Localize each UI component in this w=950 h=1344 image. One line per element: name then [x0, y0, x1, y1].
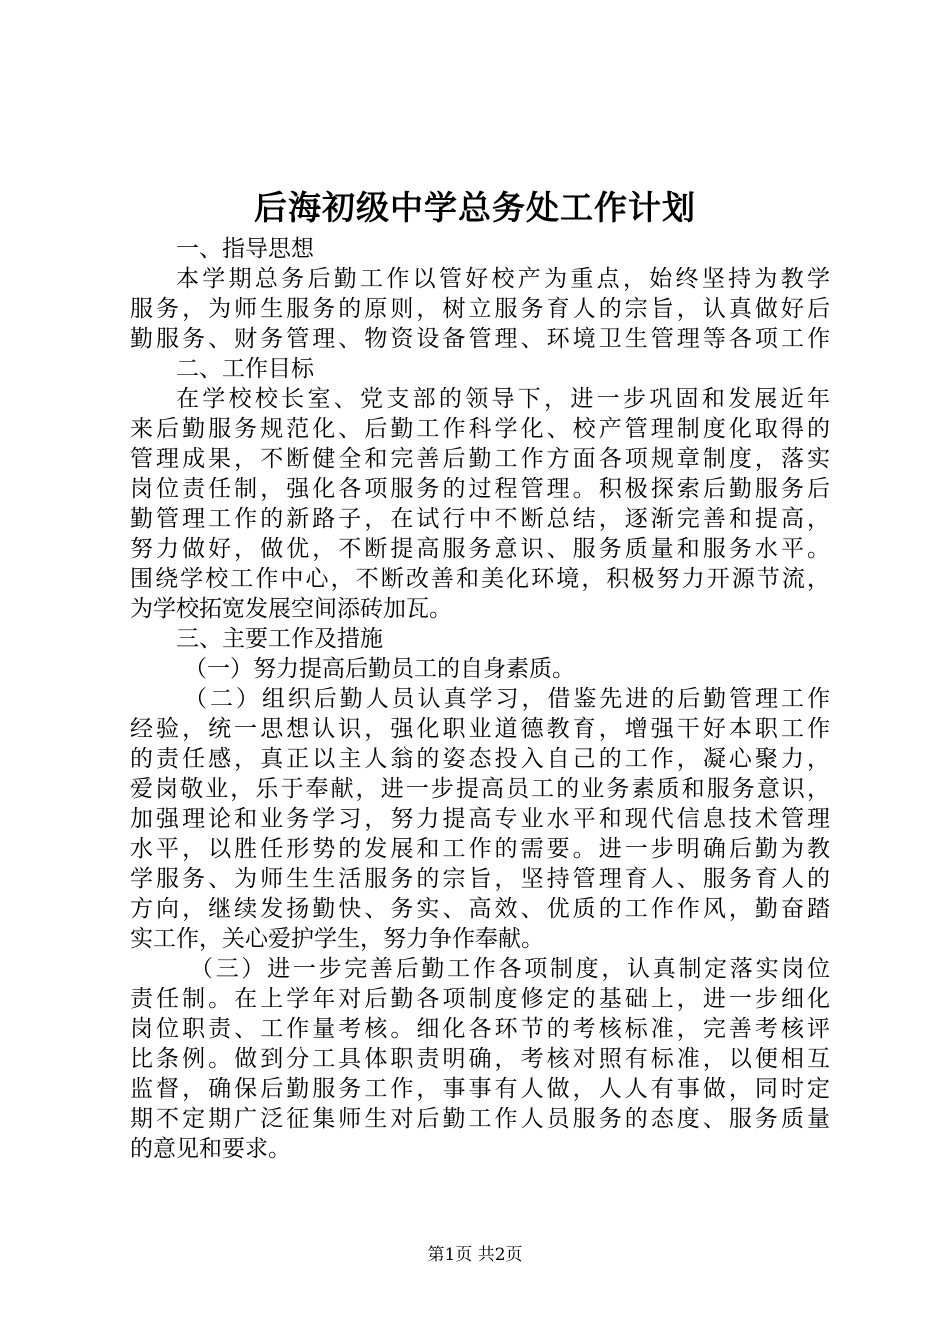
document-body [130, 234, 830, 1164]
paragraph-line: 围绕学校工作中心，不断改善和美化环境，积极努力开源节流， [130, 566, 830, 592]
paragraph-line: 勤管理工作的新路子，在试行中不断总结，逐渐完善和提高， [130, 506, 830, 532]
paragraph-line: 在学校校长室、党支部的领导下，进一步巩固和发展近年 [176, 386, 830, 412]
paragraph-line: 水平，以胜任形势的发展和工作的需要。进一步明确后勤为教 [130, 836, 830, 862]
paragraph-line: 本学期总务后勤工作以管好校产为重点，始终坚持为教学 [176, 266, 830, 292]
paragraph-line: 为学校拓宽发展空间添砖加瓦。 [130, 596, 452, 622]
paragraph-line: 服务，为师生服务的原则，树立服务育人的宗旨，认真做好后 [130, 296, 830, 322]
paragraph-line: 期不定期广泛征集师生对后勤工作人员服务的态度、服务质量 [130, 1106, 830, 1132]
paragraph-line: 学服务、为师生生活服务的宗旨，坚持管理育人、服务育人的 [130, 866, 830, 892]
paragraph-line: 努力做好，做优，不断提高服务意识、服务质量和服务水平。 [130, 536, 830, 562]
paragraph-line: 责任制。在上学年对后勤各项制度修定的基础上，进一步细化 [130, 986, 830, 1012]
section-heading: 三、主要工作及措施 [176, 626, 383, 652]
paragraph-line: 来后勤服务规范化、后勤工作科学化、校产管理制度化取得的 [130, 416, 830, 442]
paragraph-line: （二）组织后勤人员认真学习，借鉴先进的后勤管理工作 [184, 686, 830, 712]
paragraph-line: 加强理论和业务学习，努力提高专业水平和现代信息技术管理 [130, 806, 830, 832]
paragraph-line: 岗位职责、工作量考核。细化各环节的考核标准，完善考核评 [130, 1016, 830, 1042]
document-title: 后海初级中学总务处工作计划 [254, 188, 696, 227]
page-indicator: 第1页 共2页 [427, 1245, 523, 1265]
section-heading: 二、工作目标 [176, 356, 314, 382]
paragraph-line: 比条例。做到分工具体职责明确，考核对照有标准，以便相互 [130, 1046, 830, 1072]
paragraph-line: 的责任感，真正以主人翁的姿态投入自己的工作，凝心聚力， [130, 746, 830, 772]
paragraph-line: 的意见和要求。 [130, 1136, 291, 1162]
paragraph-line: 爱岗敬业，乐于奉献，进一步提高员工的业务素质和服务意识， [130, 776, 830, 802]
paragraph-line: 经验，统一思想认识，强化职业道德教育，增强干好本职工作 [130, 716, 830, 742]
paragraph-line: 管理成果，不断健全和完善后勤工作方面各项规章制度，落实 [130, 446, 830, 472]
subsection-heading: （一）努力提高后勤员工的自身素质。 [184, 656, 575, 682]
paragraph-line: （三）进一步完善后勤工作各项制度，认真制定落实岗位 [190, 956, 830, 982]
paragraph-line: 实工作，关心爱护学生，努力争作奉献。 [130, 926, 544, 952]
paragraph-line: 监督，确保后勤服务工作，事事有人做，人人有事做，同时定 [130, 1076, 830, 1102]
section-heading: 一、指导思想 [176, 236, 314, 262]
paragraph-line: 勤服务、财务管理、物资设备管理、环境卫生管理等各项工作 [130, 326, 830, 352]
paragraph-line: 岗位责任制，强化各项服务的过程管理。积极探索后勤服务后 [130, 476, 830, 502]
paragraph-line: 方向，继续发扬勤快、务实、高效、优质的工作作风，勤奋踏 [130, 896, 830, 922]
